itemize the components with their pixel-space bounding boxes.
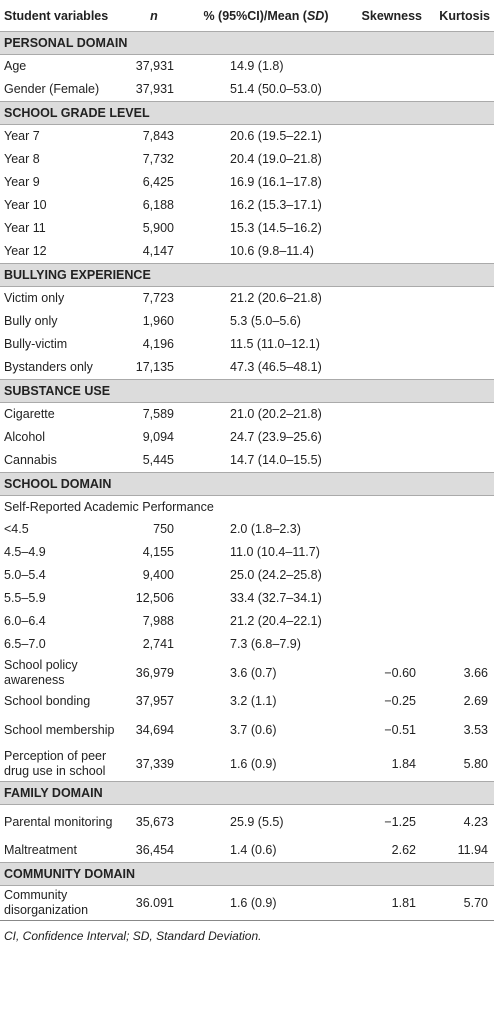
header-percent-mean: [186, 0, 346, 32]
section-header: [0, 473, 494, 496]
subheading-row: [0, 496, 494, 519]
section-title: COMMUNITY DOMAIN: [0, 863, 494, 886]
table-row: [0, 148, 494, 171]
percent-mean-value: 21.2 (20.6–21.8): [230, 291, 322, 305]
percent-mean-value: 33.4 (32.7–34.1): [230, 591, 322, 605]
skewness-value: [346, 541, 426, 564]
variable-label: 5.5–5.9: [4, 591, 46, 605]
section-header: [0, 380, 494, 403]
n-value: 12,506: [135, 591, 174, 605]
variable-label: Maltreatment: [4, 843, 77, 857]
table-row: [0, 805, 494, 840]
section-title: PERSONAL DOMAIN: [0, 32, 494, 55]
n-value: 5,445: [142, 453, 174, 467]
kurtosis-value: [426, 148, 494, 171]
skewness-value: 2.62: [391, 843, 416, 857]
header-kurtosis: Kurtosis: [439, 9, 490, 23]
skewness-value: [346, 148, 426, 171]
skewness-value: [346, 310, 426, 333]
kurtosis-value: 4.23: [463, 814, 488, 829]
subheading: Self-Reported Academic Performance: [4, 499, 214, 514]
n-value: 7,723: [142, 291, 174, 305]
skewness-value: 1.84: [391, 756, 416, 771]
table-row: [0, 587, 494, 610]
kurtosis-value: 3.53: [463, 722, 488, 737]
n-value: 1,960: [142, 314, 174, 328]
variable-label: Gender (Female): [4, 82, 100, 96]
n-value: 6,188: [142, 198, 174, 212]
variable-label: Perception of peer drug use in school: [4, 749, 107, 778]
variable-label: Bystanders only: [4, 360, 93, 374]
variable-label: Bully only: [4, 314, 58, 328]
table-header: [0, 0, 494, 32]
kurtosis-value: [426, 356, 494, 380]
kurtosis-value: [426, 55, 494, 79]
n-value: 35,673: [135, 814, 174, 829]
n-value: 4,155: [142, 545, 174, 559]
variable-label: Alcohol: [4, 430, 45, 444]
variable-label: Bully-victim: [4, 337, 68, 351]
variable-label: Cannabis: [4, 453, 57, 467]
percent-mean-value: 21.0 (20.2–21.8): [230, 407, 322, 421]
percent-mean-value: 51.4 (50.0–53.0): [230, 82, 322, 96]
skewness-value: [346, 633, 426, 656]
percent-mean-value: 25.9 (5.5): [230, 814, 284, 829]
kurtosis-value: [426, 333, 494, 356]
kurtosis-value: [426, 240, 494, 264]
skewness-value: [346, 610, 426, 633]
skewness-value: [346, 426, 426, 449]
table-row: [0, 194, 494, 217]
n-value: 7,988: [142, 614, 174, 628]
percent-mean-value: 11.0 (10.4–11.7): [230, 545, 320, 559]
header-sd: SD: [306, 9, 325, 23]
section-header: [0, 264, 494, 287]
percent-mean-value: 20.4 (19.0–21.8): [230, 152, 322, 166]
skewness-value: [346, 518, 426, 541]
percent-mean-value: 3.6 (0.7): [230, 665, 277, 680]
n-value: 34,694: [135, 722, 174, 737]
n-value: 7,732: [142, 152, 174, 166]
table-row: [0, 633, 494, 656]
n-value: 2,741: [142, 637, 174, 651]
percent-mean-value: 15.3 (14.5–16.2): [230, 221, 322, 235]
kurtosis-value: [426, 310, 494, 333]
kurtosis-value: 5.70: [426, 886, 494, 921]
percent-mean-value: 3.7 (0.6): [230, 722, 277, 737]
n-value: 37,957: [135, 694, 174, 708]
percent-mean-value: 21.2 (20.4–22.1): [230, 614, 322, 628]
n-value: 750: [153, 522, 174, 536]
kurtosis-value: [426, 171, 494, 194]
variable-label: Parental monitoring: [4, 814, 113, 829]
percent-mean-value: 10.6 (9.8–11.4): [230, 244, 314, 258]
section-title: FAMILY DOMAIN: [0, 782, 494, 805]
skewness-value: −1.25: [384, 814, 416, 829]
variable-label: Community disorganization: [0, 886, 122, 921]
skewness-value: [346, 287, 426, 311]
table-row: [0, 171, 494, 194]
skewness-value: [346, 564, 426, 587]
skewness-value: [346, 449, 426, 473]
table-row: [0, 356, 494, 380]
kurtosis-value: [426, 78, 494, 102]
skewness-value: [346, 217, 426, 240]
kurtosis-value: [426, 541, 494, 564]
percent-mean-value: 24.7 (23.9–25.6): [230, 430, 322, 444]
table-row: [0, 690, 494, 713]
header-student-variables: Student variables: [4, 9, 109, 23]
n-value: 7,843: [142, 129, 174, 143]
kurtosis-value: [426, 403, 494, 427]
percent-mean-value: 14.9 (1.8): [230, 59, 284, 73]
table-row: [0, 541, 494, 564]
header-percent-mean-pre: % (95%CI)/Mean (: [203, 9, 307, 23]
skewness-value: [346, 403, 426, 427]
n-value: 37,931: [135, 82, 174, 96]
table-row: [0, 839, 494, 863]
kurtosis-value: [426, 633, 494, 656]
percent-mean-value: 25.0 (24.2–25.8): [230, 568, 322, 582]
section-title: SCHOOL DOMAIN: [0, 473, 494, 496]
variable-label: Year 11: [4, 221, 46, 235]
section-title: SCHOOL GRADE LEVEL: [0, 102, 494, 125]
section-title: SUBSTANCE USE: [0, 380, 494, 403]
percent-mean-value: 16.2 (15.3–17.1): [230, 198, 322, 212]
kurtosis-value: [426, 194, 494, 217]
kurtosis-value: 2.69: [463, 694, 488, 708]
table-row: [0, 310, 494, 333]
percent-mean-value: 1.6 (0.9): [230, 756, 277, 771]
section-header: [0, 102, 494, 125]
kurtosis-value: [426, 610, 494, 633]
table-row: [0, 55, 494, 79]
variable-label: Year 10: [4, 198, 47, 212]
skewness-value: [346, 240, 426, 264]
kurtosis-value: [426, 287, 494, 311]
header-percent-mean-post: ): [324, 9, 329, 23]
percent-mean-value: 47.3 (46.5–48.1): [230, 360, 322, 374]
percent-mean-value: 1.6 (0.9): [186, 886, 346, 921]
table-row: [0, 78, 494, 102]
n-value: 9,094: [142, 430, 174, 444]
table-row: [0, 564, 494, 587]
table-row: [0, 240, 494, 264]
table-row: [0, 287, 494, 311]
variable-label: Cigarette: [4, 407, 55, 421]
variable-label: 4.5–4.9: [4, 545, 46, 559]
table-footnote: CI, Confidence Interval; SD, Standard Deviation.: [4, 929, 262, 943]
kurtosis-value: [426, 125, 494, 149]
kurtosis-value: [426, 564, 494, 587]
n-value: 36,454: [135, 843, 174, 857]
kurtosis-value: [426, 518, 494, 541]
table-row: [0, 403, 494, 427]
header-n: n: [150, 9, 158, 23]
percent-mean-value: 14.7 (14.0–15.5): [230, 453, 322, 467]
n-value: 37,339: [135, 756, 174, 771]
n-value: 37,931: [135, 59, 174, 73]
variable-label: Year 7: [4, 129, 40, 143]
skewness-value: [346, 125, 426, 149]
skewness-value: −0.51: [384, 722, 416, 737]
skewness-value: −0.25: [384, 694, 416, 708]
table-row: [0, 333, 494, 356]
n-value: 6,425: [142, 175, 174, 189]
percent-mean-value: 2.0 (1.8–2.3): [230, 522, 301, 536]
variable-label: Year 12: [4, 244, 47, 258]
table-row: [0, 747, 494, 782]
table-row: [0, 518, 494, 541]
percent-mean-value: 1.4 (0.6): [230, 843, 277, 857]
variable-label: School bonding: [4, 694, 91, 708]
variable-label: School policy awareness: [4, 658, 78, 687]
kurtosis-value: [426, 587, 494, 610]
kurtosis-value: [426, 449, 494, 473]
skewness-value: [346, 587, 426, 610]
percent-mean-value: 20.6 (19.5–22.1): [230, 129, 322, 143]
header-skewness: Skewness: [361, 9, 422, 23]
n-value: 4,196: [142, 337, 174, 351]
percent-mean-value: 16.9 (16.1–17.8): [230, 175, 322, 189]
variable-label: 5.0–5.4: [4, 568, 46, 582]
section-title: BULLYING EXPERIENCE: [0, 264, 494, 287]
skewness-value: [346, 171, 426, 194]
n-value: 7,589: [142, 407, 174, 421]
n-value: 17,135: [135, 360, 174, 374]
kurtosis-value: 5.80: [463, 756, 488, 771]
n-value: 5,900: [142, 221, 174, 235]
percent-mean-value: 7.3 (6.8–7.9): [230, 637, 301, 651]
table-row: [0, 449, 494, 473]
variable-label: Victim only: [4, 291, 65, 305]
table-row: [0, 610, 494, 633]
variable-label: School membership: [4, 722, 115, 737]
kurtosis-value: [426, 217, 494, 240]
variable-label: Age: [4, 59, 27, 73]
n-value: 4,147: [142, 244, 174, 258]
skewness-value: [346, 78, 426, 102]
skewness-value: [346, 55, 426, 79]
skewness-value: −0.60: [384, 665, 416, 680]
table-row: [0, 886, 494, 921]
n-value: 36.091: [122, 886, 186, 921]
n-value: 36,979: [135, 665, 174, 680]
percent-mean-value: 11.5 (11.0–12.1): [230, 337, 320, 351]
table-row: [0, 426, 494, 449]
section-header: [0, 863, 494, 886]
variable-label: <4.5: [4, 522, 29, 536]
section-header: [0, 782, 494, 805]
variable-label: Year 8: [4, 152, 40, 166]
percent-mean-value: 5.3 (5.0–5.6): [230, 314, 301, 328]
skewness-value: [346, 194, 426, 217]
table-row: [0, 217, 494, 240]
table-body: [0, 32, 494, 921]
table-row: [0, 125, 494, 149]
section-header: [0, 32, 494, 55]
variable-label: 6.0–6.4: [4, 614, 46, 628]
table-row: [0, 713, 494, 747]
table-row: [0, 656, 494, 690]
kurtosis-value: 3.66: [463, 665, 488, 680]
skewness-value: [346, 333, 426, 356]
kurtosis-value: 11.94: [457, 843, 488, 857]
kurtosis-value: [426, 426, 494, 449]
skewness-value: [346, 356, 426, 380]
skewness-value: 1.81: [346, 886, 426, 921]
variable-label: Year 9: [4, 175, 40, 189]
n-value: 9,400: [142, 568, 174, 582]
percent-mean-value: 3.2 (1.1): [230, 694, 277, 708]
variable-label: 6.5–7.0: [4, 637, 46, 651]
